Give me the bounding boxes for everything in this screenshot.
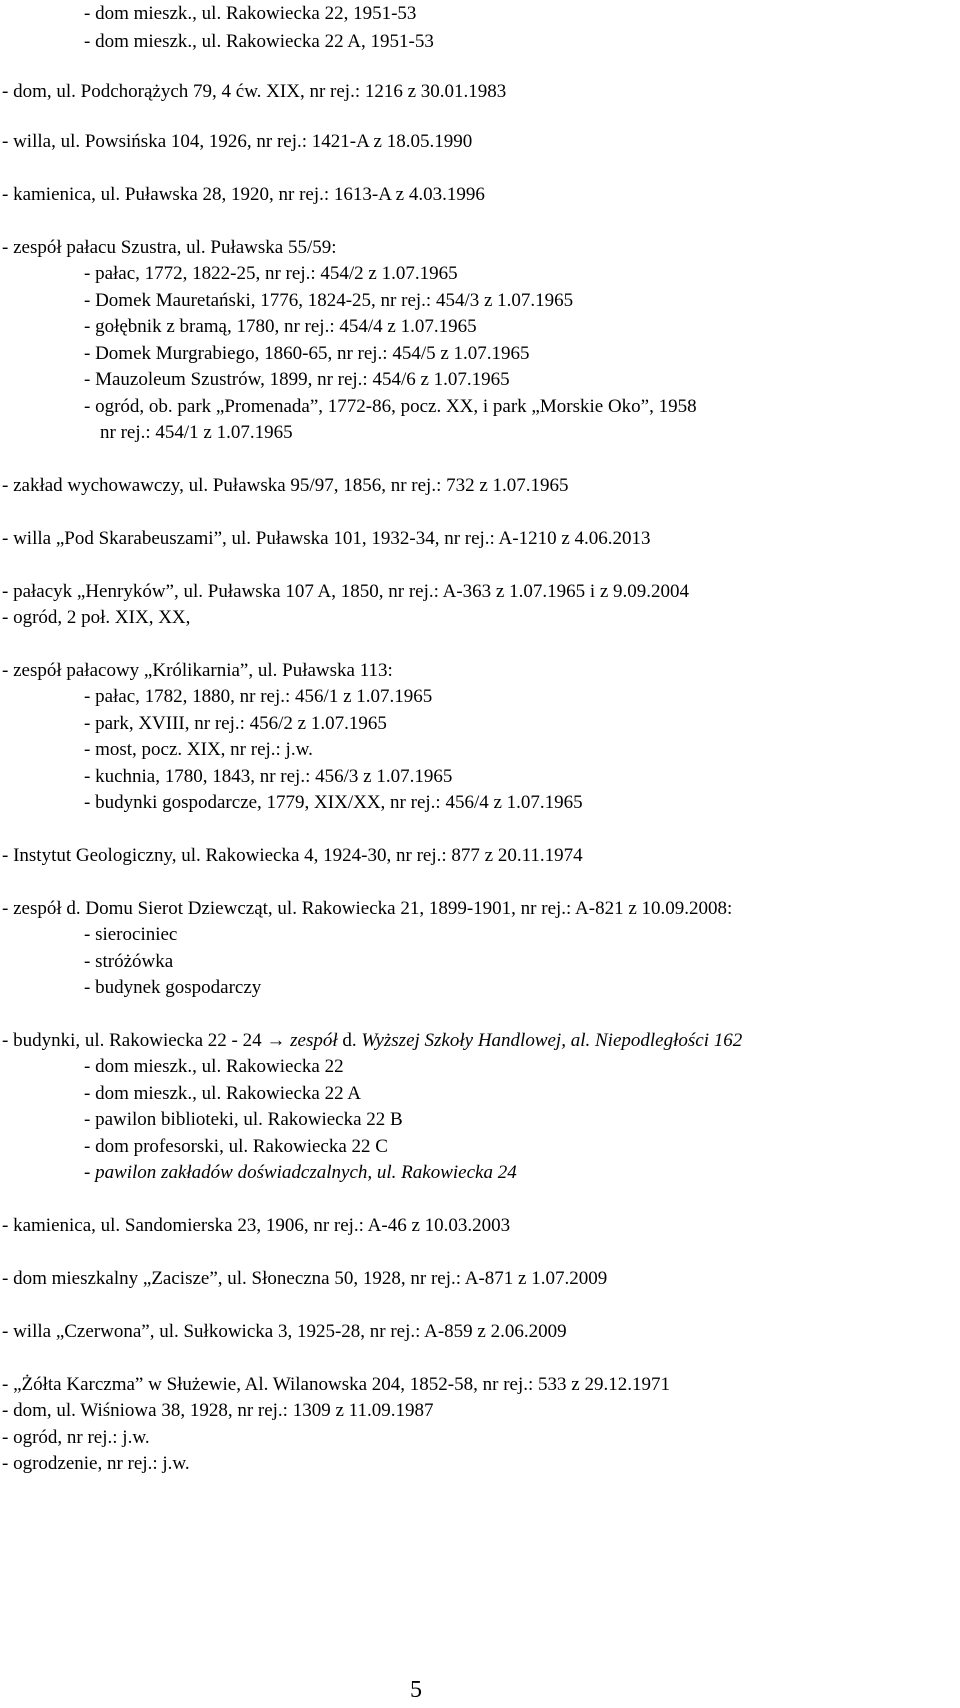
text-line: - dom mieszk., ul. Rakowiecka 22, 1951-53	[84, 3, 417, 24]
text-line: - zakład wychowawczy, ul. Puławska 95/97, 1856, nr rej.: 732 z 1.07.1965	[2, 475, 569, 496]
text-line: - dom, ul. Podchorążych 79, 4 ćw. XIX, nr rej.: 1216 z 30.01.1983	[2, 81, 507, 102]
text-line: - kamienica, ul. Sandomierska 23, 1906, nr rej.: A-46 z 10.03.2003	[2, 1215, 511, 1236]
text-line: nr rej.: 454/1 z 1.07.1965	[100, 422, 293, 443]
text-line	[2, 1029, 742, 1053]
text-line: - Mauzoleum Szustrów, 1899, nr rej.: 454/6 z 1.07.1965	[84, 369, 510, 390]
text-line: - Domek Mauretański, 1776, 1824-25, nr rej.: 454/3 z 1.07.1965	[84, 290, 574, 311]
text-line: - kamienica, ul. Puławska 28, 1920, nr rej.: 1613-A z 4.03.1996	[2, 184, 485, 205]
text-line: - dom, ul. Wiśniowa 38, 1928, nr rej.: 1309 z 11.09.1987	[2, 1400, 434, 1421]
page-number: 5	[410, 1677, 422, 1703]
text-line: - pałacyk „Henryków”, ul. Puławska 107 A, 1850, nr rej.: A-363 z 1.07.1965 i z 9.09.2004	[2, 581, 690, 602]
text-line: - willa, ul. Powsińska 104, 1926, nr rej.: 1421-A z 18.05.1990	[2, 131, 473, 152]
text-line: - dom mieszk., ul. Rakowiecka 22 A	[84, 1083, 362, 1104]
text-line: - stróżówka	[84, 951, 174, 972]
text-segment: - budynki, ul. Rakowiecka 22 - 24 →	[2, 1030, 291, 1051]
text-line	[84, 1161, 517, 1185]
text-line: - dom mieszk., ul. Rakowiecka 22	[84, 1056, 344, 1077]
text-line: - budynek gospodarczy	[84, 977, 262, 998]
text-line: - ogród, ob. park „Promenada”, 1772-86, pocz. XX, i park „Morskie Oko”, 1958	[84, 396, 697, 417]
text-line: - pawilon biblioteki, ul. Rakowiecka 22 B	[84, 1109, 403, 1130]
text-line: - zespół pałacu Szustra, ul. Puławska 55/59:	[2, 237, 337, 258]
text-line: - ogrodzenie, nr rej.: j.w.	[2, 1453, 190, 1474]
text-line: - most, pocz. XIX, nr rej.: j.w.	[84, 739, 313, 760]
text-line: - park, XVIII, nr rej.: 456/2 z 1.07.1965	[84, 713, 387, 734]
text-segment-italic: Wyższej Szkoły Handlowej, al. Niepodległości 162	[361, 1030, 743, 1051]
text-line: - sierociniec	[84, 924, 178, 945]
text-segment-italic: zespół	[290, 1030, 338, 1051]
text-line: - zespół d. Domu Sierot Dziewcząt, ul. Rakowiecka 21, 1899-1901, nr rej.: A-821 z 10.09.2008:	[2, 898, 733, 919]
text-line: - ogród, 2 poł. XIX, XX,	[2, 607, 191, 628]
text-line: - kuchnia, 1780, 1843, nr rej.: 456/3 z 1.07.1965	[84, 766, 453, 787]
text-line: - dom mieszk., ul. Rakowiecka 22 A, 1951-53	[84, 31, 434, 52]
text-line: - willa „Pod Skarabeuszami”, ul. Puławska 101, 1932-34, nr rej.: A-1210 z 4.06.2013	[2, 528, 651, 549]
text-segment-italic: - pawilon zakładów doświadczalnych, ul. Rakowiecka 24	[84, 1162, 517, 1183]
text-line: - ogród, nr rej.: j.w.	[2, 1427, 150, 1448]
text-line: - dom mieszkalny „Zacisze”, ul. Słoneczna 50, 1928, nr rej.: A-871 z 1.07.2009	[2, 1268, 608, 1289]
text-line: - pałac, 1782, 1880, nr rej.: 456/1 z 1.07.1965	[84, 686, 433, 707]
text-line: - pałac, 1772, 1822-25, nr rej.: 454/2 z 1.07.1965	[84, 263, 458, 284]
text-line: - willa „Czerwona”, ul. Sułkowicka 3, 1925-28, nr rej.: A-859 z 2.06.2009	[2, 1321, 567, 1342]
text-line: - Instytut Geologiczny, ul. Rakowiecka 4, 1924-30, nr rej.: 877 z 20.11.1974	[2, 845, 583, 866]
text-line: - budynki gospodarcze, 1779, XIX/XX, nr rej.: 456/4 z 1.07.1965	[84, 792, 583, 813]
text-line: - dom profesorski, ul. Rakowiecka 22 C	[84, 1136, 388, 1157]
text-segment: d.	[337, 1030, 362, 1051]
text-line: - gołębnik z bramą, 1780, nr rej.: 454/4 z 1.07.1965	[84, 316, 477, 337]
text-line: - zespół pałacowy „Królikarnia”, ul. Puławska 113:	[2, 660, 393, 681]
text-line: - „Żółta Karczma” w Służewie, Al. Wilanowska 204, 1852-58, nr rej.: 533 z 29.12.1971	[2, 1374, 670, 1395]
text-line: - Domek Murgrabiego, 1860-65, nr rej.: 454/5 z 1.07.1965	[84, 343, 530, 364]
